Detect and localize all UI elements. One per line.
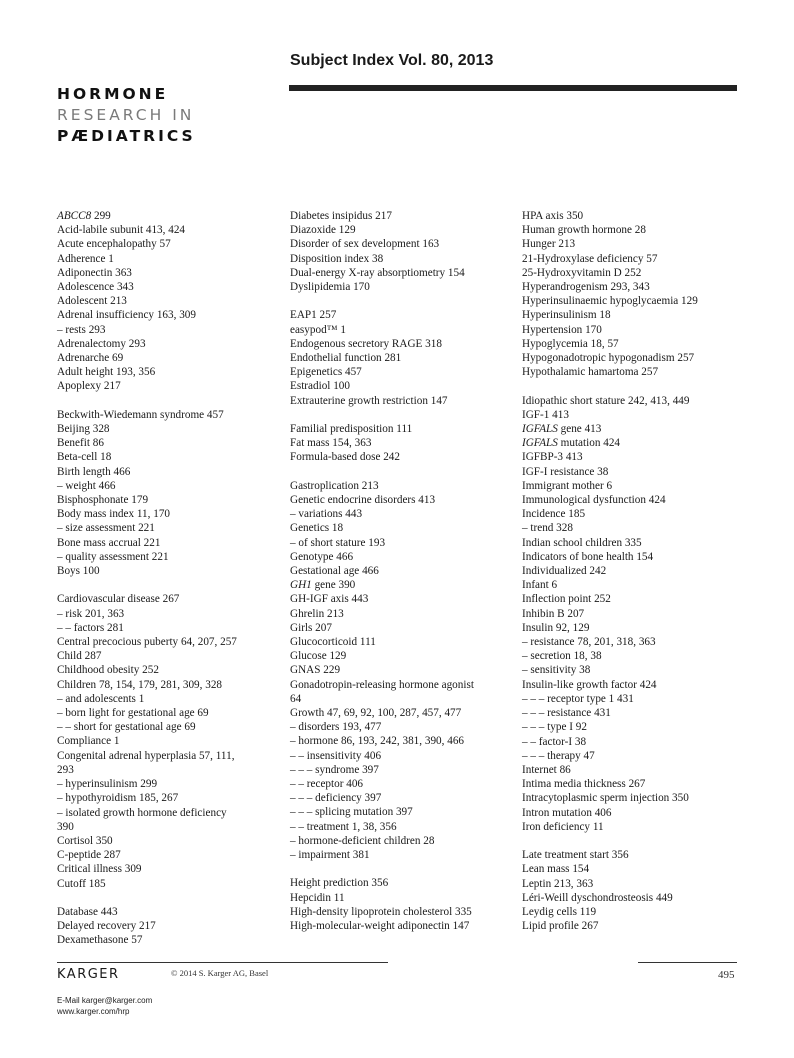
index-entry: Acid-labile subunit 413, 424	[57, 224, 186, 237]
index-entry: Genetic endocrine disorders 413	[290, 494, 436, 507]
index-entry: – – – resistance 431	[522, 707, 611, 720]
index-entry: HPA axis 350	[522, 210, 584, 222]
index-entry: Congenital adrenal hyperplasia 57, 111,	[57, 749, 235, 762]
index-entry: Inflection point 252	[522, 593, 611, 606]
index-entry: Adult height 193, 356	[57, 366, 156, 379]
index-entry: – – receptor 406	[290, 778, 364, 791]
index-entry: easypod™ 1	[290, 323, 347, 336]
journal-logo	[57, 84, 196, 147]
index-entry: GNAS 229	[290, 664, 341, 677]
index-entry: IGF-1 413	[522, 408, 569, 421]
index-group-gap	[57, 891, 277, 905]
index-entry: Adrenarche 69	[57, 352, 124, 365]
index-entry: Glucocorticoid 111	[290, 636, 376, 649]
index-entry: – risk 201, 363	[57, 607, 125, 620]
index-entry: Infant 6	[522, 579, 558, 592]
index-entry: – isolated growth hormone deficiency	[57, 806, 227, 819]
index-entry: Diabetes insipidus 217	[290, 210, 392, 222]
index-entry: Children 78, 154, 179, 281, 309, 328	[57, 678, 223, 691]
index-entry: Fat mass 154, 363	[290, 437, 372, 450]
index-entry: 293	[57, 763, 74, 776]
index-entry: Hypoglycemia 18, 57	[522, 337, 619, 350]
index-entry: Diazoxide 129	[290, 224, 356, 237]
index-entry: Critical illness 309	[57, 863, 142, 876]
index-entry: Compliance 1	[57, 735, 120, 748]
website-link[interactable]: www.karger.com/hrp	[57, 1007, 130, 1016]
index-entry: – – – therapy 47	[522, 749, 595, 762]
index-group-gap	[57, 578, 277, 592]
index-entry: Late treatment start 356	[522, 849, 629, 862]
index-entry: – – factor-I 38	[522, 735, 587, 748]
index-entry: Immigrant mother 6	[522, 479, 613, 492]
page-title: Subject Index Vol. 80, 2013	[290, 52, 494, 69]
index-entry: – rests 293	[57, 323, 106, 336]
index-entry: – size assessment 221	[57, 522, 155, 535]
index-entry: – – – deficiency 397	[290, 792, 382, 805]
index-entry: Beijing 328	[57, 423, 110, 436]
index-entry: – – insensitivity 406	[290, 749, 382, 762]
email-link[interactable]: E-Mail karger@karger.com	[57, 996, 153, 1005]
index-entry: Insulin 92, 129	[522, 621, 590, 634]
index-entry: Dexamethasone 57	[57, 934, 143, 947]
index-entry: – impairment 381	[290, 849, 370, 862]
index-entry: Hyperinsulinaemic hypoglycaemia 129	[522, 295, 698, 308]
index-entry: Hypertension 170	[522, 323, 602, 336]
index-group-gap	[290, 465, 512, 479]
index-entry: Database 443	[57, 905, 118, 918]
index-entry: Formula-based dose 242	[290, 451, 400, 464]
index-entry: Indian school children 335	[522, 536, 642, 549]
index-entry: Hypogonadotropic hypogonadism 257	[522, 352, 695, 365]
index-entry: Growth 47, 69, 92, 100, 287, 457, 477	[290, 707, 462, 720]
index-column-2	[290, 209, 512, 933]
index-entry: Body mass index 11, 170	[57, 508, 171, 521]
index-entry: Girls 207	[290, 621, 332, 634]
index-entry: Estradiol 100	[290, 380, 350, 393]
index-entry: Individualized 242	[522, 565, 607, 578]
index-entry: Hyperandrogenism 293, 343	[522, 281, 650, 294]
index-entry: ABCC8 299	[57, 210, 111, 222]
index-entry: Lean mass 154	[522, 863, 590, 876]
index-entry: Adolescence 343	[57, 281, 134, 294]
index-entry: – sensitivity 38	[522, 664, 591, 677]
index-entry: Insulin-like growth factor 424	[522, 678, 657, 691]
index-entry: – – short for gestational age 69	[57, 721, 196, 734]
index-entry: Hunger 213	[522, 238, 576, 251]
index-entry: – and adolescents 1	[57, 692, 145, 705]
index-entry: Apoplexy 217	[57, 380, 121, 393]
index-entry: – – treatment 1, 38, 356	[290, 820, 397, 833]
page-number: 495	[718, 969, 735, 981]
index-entry: – – factors 281	[57, 621, 124, 634]
index-entry: Disposition index 38	[290, 252, 384, 265]
index-entry: Adrenalectomy 293	[57, 337, 146, 350]
index-entry: Inhibin B 207	[522, 607, 585, 620]
index-entry: – – – receptor type 1 431	[522, 692, 634, 705]
index-entry: – hormone-deficient children 28	[290, 834, 435, 847]
index-entry: Birth length 466	[57, 465, 131, 478]
index-entry: Benefit 86	[57, 437, 104, 450]
title-rule	[289, 85, 737, 91]
index-entry: Genotype 466	[290, 550, 354, 563]
index-entry: Iron deficiency 11	[522, 820, 604, 833]
index-entry: Delayed recovery 217	[57, 920, 156, 933]
index-entry: – secretion 18, 38	[522, 650, 602, 663]
index-entry: 390	[57, 820, 74, 833]
index-entry: IGFALS gene 413	[522, 423, 602, 436]
index-entry: Cutoff 185	[57, 877, 106, 890]
index-entry: High-molecular-weight adiponectin 147	[290, 920, 470, 933]
index-entry: Dual-energy X-ray absorptiometry 154	[290, 266, 465, 279]
index-entry: 64	[290, 692, 302, 705]
index-entry: Glucose 129	[290, 650, 347, 663]
journal-logo-line1: HORMONE	[57, 85, 169, 103]
index-entry: Epigenetics 457	[290, 366, 362, 379]
index-entry: – resistance 78, 201, 318, 363	[522, 636, 656, 649]
index-entry: Hepcidin 11	[290, 891, 345, 904]
index-entry: Central precocious puberty 64, 207, 257	[57, 636, 237, 649]
index-entry: Incidence 185	[522, 508, 586, 521]
index-entry: IGF-I resistance 38	[522, 465, 609, 478]
index-entry: Endothelial function 281	[290, 352, 402, 365]
index-entry: IGFBP-3 413	[522, 451, 583, 464]
index-entry: – hyperinsulinism 299	[57, 778, 158, 791]
index-entry: Ghrelin 213	[290, 607, 344, 620]
index-entry: – variations 443	[290, 508, 363, 521]
index-entry: Hyperinsulinism 18	[522, 309, 611, 322]
index-entry: Léri-Weill dyschondrosteosis 449	[522, 891, 673, 904]
index-entry: Intima media thickness 267	[522, 778, 646, 791]
index-entry: EAP1 257	[290, 309, 337, 322]
index-entry: Lipid profile 267	[522, 920, 599, 933]
index-entry: – – – syndrome 397	[290, 763, 379, 776]
index-entry: – trend 328	[522, 522, 573, 535]
index-entry: – disorders 193, 477	[290, 721, 382, 734]
index-entry: Intron mutation 406	[522, 806, 612, 819]
index-entry: Immunological dysfunction 424	[522, 494, 666, 507]
footer-rule-left	[57, 962, 388, 963]
index-entry: Beckwith-Wiedemann syndrome 457	[57, 408, 224, 421]
index-entry: Bone mass accrual 221	[57, 536, 161, 549]
index-entry: – hormone 86, 193, 242, 381, 390, 466	[290, 735, 465, 748]
index-entry: 21-Hydroxylase deficiency 57	[522, 252, 658, 265]
index-entry: GH-IGF axis 443	[290, 593, 369, 606]
publisher-logo: KARGER	[57, 967, 120, 982]
contact-info	[57, 995, 152, 1017]
index-entry: GH1 gene 390	[290, 579, 356, 592]
index-entry: Boys 100	[57, 565, 100, 578]
index-column-3	[522, 209, 742, 933]
index-group-gap	[522, 834, 742, 848]
index-entry: C-peptide 287	[57, 849, 121, 862]
index-entry: Leptin 213, 363	[522, 877, 594, 890]
index-entry: – – – type I 92	[522, 721, 587, 734]
index-column-1	[57, 209, 277, 948]
index-entry: Adolescent 213	[57, 295, 127, 308]
index-entry: – of short stature 193	[290, 536, 386, 549]
index-entry: Idiopathic short stature 242, 413, 449	[522, 394, 690, 407]
index-entry: Genetics 18	[290, 522, 344, 535]
index-group-gap	[290, 862, 512, 876]
index-entry: IGFALS mutation 424	[522, 437, 621, 450]
index-entry: Cardiovascular disease 267	[57, 593, 180, 606]
index-entry: High-density lipoprotein cholesterol 335	[290, 905, 472, 918]
index-entry: Bisphosphonate 179	[57, 494, 149, 507]
index-entry: Cortisol 350	[57, 834, 113, 847]
index-entry: Dyslipidemia 170	[290, 281, 370, 294]
index-entry: Intracytoplasmic sperm injection 350	[522, 792, 689, 805]
index-entry: Disorder of sex development 163	[290, 238, 440, 251]
index-entry: Beta-cell 18	[57, 451, 112, 464]
index-group-gap	[522, 379, 742, 393]
index-entry: Endogenous secretory RAGE 318	[290, 337, 442, 350]
index-entry: – weight 466	[57, 479, 116, 492]
index-entry: Height prediction 356	[290, 877, 389, 890]
index-entry: Acute encephalopathy 57	[57, 238, 171, 251]
index-entry: Indicators of bone health 154	[522, 550, 654, 563]
index-entry: Gastroplication 213	[290, 479, 379, 492]
index-entry: Hypothalamic hamartoma 257	[522, 366, 659, 379]
index-entry: Familial predisposition 111	[290, 423, 413, 436]
index-entry: Adherence 1	[57, 252, 114, 265]
index-entry: – hypothyroidism 185, 267	[57, 792, 179, 805]
index-entry: – quality assessment 221	[57, 550, 169, 563]
index-group-gap	[290, 408, 512, 422]
index-group-gap	[290, 294, 512, 308]
footer-rule-right	[638, 962, 737, 963]
index-entry: Human growth hormone 28	[522, 224, 646, 237]
index-entry: Adiponectin 363	[57, 266, 132, 279]
index-entry: Gestational age 466	[290, 565, 379, 578]
index-entry: Internet 86	[522, 763, 571, 776]
index-entry: Childhood obesity 252	[57, 664, 159, 677]
index-entry: Gonadotropin-releasing hormone agonist	[290, 678, 474, 691]
index-entry: Adrenal insufficiency 163, 309	[57, 309, 196, 322]
index-entry: 25-Hydroxyvitamin D 252	[522, 266, 642, 279]
journal-logo-line2: RESEARCH IN	[57, 106, 195, 124]
copyright-notice: © 2014 S. Karger AG, Basel	[171, 968, 269, 978]
index-entry: – born light for gestational age 69	[57, 707, 209, 720]
index-entry: Child 287	[57, 650, 102, 663]
index-entry: Leydig cells 119	[522, 905, 597, 918]
journal-logo-line3: PÆDIATRICS	[57, 127, 196, 145]
index-entry: – – – splicing mutation 397	[290, 806, 413, 819]
index-group-gap	[57, 394, 277, 408]
index-entry: Extrauterine growth restriction 147	[290, 394, 448, 407]
